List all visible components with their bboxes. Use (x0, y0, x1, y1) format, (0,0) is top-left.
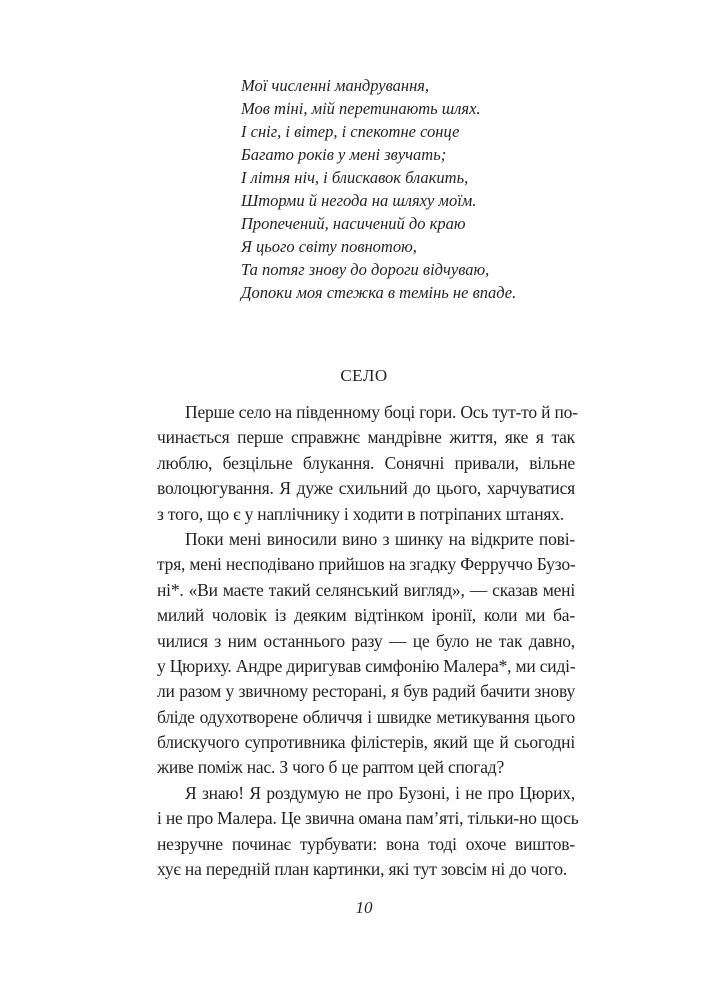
text-line: милий чоловік із деяким відтінком іронії, коли ми ба- (157, 605, 575, 626)
poem-line: Допоки моя стежка в темінь не впаде. (241, 283, 517, 302)
text-line: люблю, безцільне блукання. Сонячні привали, вільне (157, 452, 575, 473)
text-line: і не про Малера. Це звична омана пам’яті, тільки-но щось (157, 808, 579, 829)
text-line: з того, що є у наплічнику і ходити в потріпаних штанях. (157, 503, 564, 524)
poem-line: І літня ніч, і блискавок блакить, (241, 168, 469, 187)
text-line: блискучого супротивника філістерів, який ще й сьогодні (157, 732, 575, 753)
paragraph (157, 527, 575, 781)
poem-line: Багато років у мені звучать; (241, 145, 447, 164)
text-line: ли разом у звичному ресторані, я був радий бачити знову (157, 681, 575, 702)
text-line: чилися з ним останнього разу — це було не так давно, (157, 630, 575, 651)
poem-line: Шторми й негода на шляху моїм. (241, 191, 477, 210)
poem-line: Я цього світу повнотою, (241, 237, 417, 256)
text-line: волоцюгування. Я дуже схильний до цього, харчуватися (157, 478, 575, 499)
poem-line: І сніг, і вітер, і спекотне сонце (241, 122, 460, 141)
text-line: незручне починає турбувати: вона тоді охоче виштов- (157, 833, 575, 854)
text-line: Я знаю! Я роздумую не про Бузоні, і не про Цюрих, (185, 782, 575, 803)
paragraph (157, 781, 579, 883)
text-line: у Цюриху. Андре диригував симфонію Малера*, ми сиді- (157, 655, 576, 676)
chapter-heading: СЕЛО (340, 366, 388, 385)
text-line: хує на передній план картинки, які тут зовсім ні до чого. (157, 859, 568, 880)
poem (241, 74, 516, 304)
poem-line: Пропечений, насичений до краю (241, 214, 466, 233)
text-line: ні*. «Ви маєте такий селянський вигляд», — сказав мені (157, 579, 575, 600)
text-line: Поки мені виносили вино з шинку на відкрите пові- (185, 528, 575, 549)
paragraph (157, 400, 578, 527)
text-line: живе поміж нас. З чого б це раптом цей спогад? (157, 757, 505, 778)
text-line: бліде одухотворене обличчя і швидке метикування цього (157, 706, 575, 727)
body-text (157, 400, 579, 882)
poem-line: Та потяг знову до дороги відчуваю, (241, 260, 490, 279)
page-number: 10 (355, 898, 373, 917)
poem-line: Мої численні мандрування, (241, 76, 430, 95)
text-line: тря, мені несподівано прийшов на згадку Ферруччо Бузо- (157, 554, 576, 575)
text-line: Перше село на південному боці гори. Ось тут-то й по- (185, 402, 578, 422)
poem-line: Мов тіні, мій перетинають шлях. (241, 99, 481, 118)
text-line: чинається перше справжнє мандрівне життя, яке я так (157, 427, 575, 448)
